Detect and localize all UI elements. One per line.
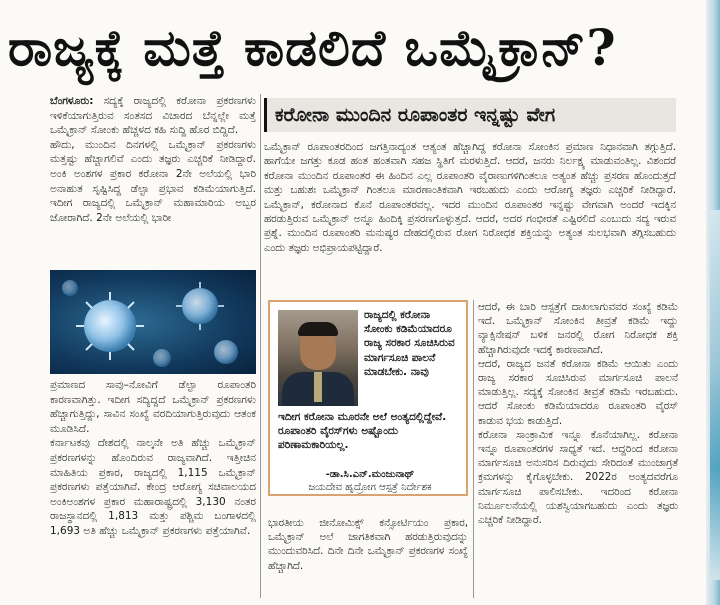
article-column-1-bottom (50, 378, 256, 598)
author-title: ಜಯದೇವ ಹೃದ್ರೋಗ ಆಸ್ಪತ್ರೆ ನಿರ್ದೇಶಕ (308, 482, 432, 493)
article-column-1-top (50, 94, 256, 269)
column-divider (260, 94, 261, 598)
article-column-3 (478, 300, 678, 598)
virus-cell-4 (153, 349, 171, 367)
headline: ರಾಜ್ಯಕ್ಕೆ ಮತ್ತೆ ಕಾಡಲಿದೆ ಒಮೈಕ್ರಾನ್? (8, 18, 617, 77)
quote-author (278, 468, 462, 494)
article-para-2: ಹೌದು, ಮುಂದಿನ ದಿನಗಳಲ್ಲಿ ಒಮೈಕ್ರಾನ್ ಪ್ರಕರಣಗಳು ಮತ್ತಷ್ಟು ಹೆಚ್ಚಾಗಲಿವೆ ಎಂದು ತಜ್ಞರು ಎಚ್ಚರಿಕೆ ನೀಡಿದ್ದಾರೆ. ಅಂಕಿ ಅಂಶಗಳ ಪ್ರಕಾರ ಕರೋನಾ 2ನೇ ಅಲೆಯಲ್ಲಿ ಭಾರಿ ಅನಾಹುತ ಸೃಷ್ಟಿಸಿದ್ದ ಡೆಲ್ಟಾ ಪ್ರಭಾವ ಕಡಿಮೆಯಾಗುತ್ತಿದೆ. ಇದೀಗ ರಾಜ್ಯದಲ್ಲಿ ಒಮೈಕ್ರಾನ್ ಮಹಾಮಾರಿಯ ಅಬ್ಬರ ಜೋರಾಗಿದೆ. 2ನೇ ಅಲೆಯಲ್ಲಿ ಭಾರೀ (50, 138, 256, 224)
quote-text-bottom: ಇದೀಗ ಕರೋನಾ ಮೂರನೇ ಅಲೆ ಅಂತ್ಯದಲ್ಲಿದ್ದೇವೆ. ರೂಪಾಂತರಿ ವೈರಸ್‌ಗಳು ಅಷ್ಟೊಂದು ಪರಿಣಾಮಕಾರಿಯಲ್ಲ. (278, 411, 447, 452)
column-divider-2 (473, 300, 474, 598)
virus-illustration (50, 270, 256, 374)
author-name: -ಡಾ.ಸಿ.ಎನ್.ಮಂಜುನಾಥ್ (325, 469, 415, 480)
adjacent-page-edge (706, 0, 720, 605)
article-para-1: ಸದ್ಯಕ್ಕೆ ರಾಜ್ಯದಲ್ಲಿ ಕರೋನಾ ಪ್ರಕರಣಗಳು ಇಳಿಕೆಯಾಗುತ್ತಿರುವ ಸಂತಸದ ವಿಚಾರದ ಬೆನ್ನಲ್ಲೇ ಮತ್ತೆ ಒಮೈಕ್ರಾನ್ ಸೋಂಕು ಹೆಚ್ಚಳದ ಕಹಿ ಸುದ್ದಿ ಹೊರ ಬಿದ್ದಿದೆ. (50, 95, 256, 137)
article-column-2-bottom: ಭಾರತೀಯ ಜೀನೋಮಿಕ್ಸ್ ಕನ್ಸೋರ್ಟಿಯಂ ಪ್ರಕಾರ, ಒಮೈಕ್ರಾನ್ ಅಲೆ ಜಾಗತಿಕವಾಗಿ ಹರಡುತ್ತಿರುವುದನ್ನು ಮುಂದುವರಿಸಿದೆ. ದಿನೇ ದಿನೇ ಒಮೈಕ್ರಾನ್ ಪ್ರಕರಣಗಳ ಸಂಖ್ಯೆ ಹೆಚ್ಚಾಗಿದೆ. (268, 517, 468, 572)
subheadline: ಕರೋನಾ ಮುಂದಿನ ರೂಪಾಂತರ ಇನ್ನಷ್ಟು ವೇಗ (264, 98, 676, 132)
article-para-4: ಕರ್ನಾಟಕವು ದೇಶದಲ್ಲಿ ನಾಲ್ಕನೇ ಅತಿ ಹೆಚ್ಚು ಒಮೈಕ್ರಾನ್ ಪ್ರಕರಣಗಳನ್ನು ಹೊಂದಿರುವ ರಾಜ್ಯವಾಗಿದೆ. ಇತ್ತೀಚಿನ ಮಾಹಿತಿಯ ಪ್ರಕಾರ, ರಾಜ್ಯದಲ್ಲಿ 1,115 ಒಮೈಕ್ರಾನ್ ಪ್ರಕರಣಗಳು ಪತ್ತೆಯಾಗಿವೆ. ಕೇಂದ್ರ ಆರೋಗ್ಯ ಸಚಿವಾಲಯದ ಅಂಕಿಅಂಶಗಳ ಪ್ರಕಾರ ಮಹಾರಾಷ್ಟ್ರದಲ್ಲಿ 3,130 ನಂತರ ರಾಜಸ್ಥಾನದಲ್ಲಿ 1,813 ಮತ್ತು ಪಶ್ಚಿಮ ಬಂಗಾಳದಲ್ಲಿ 1,693 ಅತಿ ಹೆಚ್ಚು ಒಮೈಕ್ರಾನ್ ಪ್ರಕರಣಗಳು ಪತ್ತೆಯಾಗಿವೆ. (50, 437, 256, 537)
dateline: ಬೆಂಗಳೂರು: (50, 95, 94, 107)
virus-cell-2 (176, 282, 224, 330)
wide-article-paragraph: ಒಮೈಕ್ರಾನ್ ರೂಪಾಂತರದಿಂದ ಜಗತ್ತಿನಾದ್ಯಂತ ಆತ್ಯಂತ ಹೆಚ್ಚಾಗಿದ್ದ ಕರೋನಾ ಸೋಂಕಿನ ಪ್ರಮಾಣ ನಿಧಾನವಾಗಿ ತಗ್ಗುತ್ತಿದೆ. ಹಾಗೆಯೇ ಜಗತ್ತು ಕೂಡ ಹಂತ ಹಂತವಾಗಿ ಸಹಜ ಸ್ಥಿತಿಗೆ ಮರಳುತ್ತಿದೆ. ಆದರೆ, ಜನರು ನಿರ್ಲಕ್ಷ್ಯ ಮಾಡುವಂತಿಲ್ಲ. ವಿಶಂದರೆ ಕರೋನಾ ಮುಂದಿನ ರೂಪಾಂತರ ಈ ಹಿಂದಿನ ಎಲ್ಲ ರೂಪಾಂತರಿ ವೈರಾಣುಗಳಿಗಿಂತಲೂ ಅತ್ಯಂತ ಹೆಚ್ಚು ಪ್ರಸರಣ ಹೊಂದುತ್ತದೆ ಮತ್ತು ಬಹುಶಃ ಒಮೈಕ್ರಾನ್ ಗಿಂತಲೂ ಮಾರಣಾಂತಿಕವಾಗಿ ಇರಬಹುದು ಎಂದು ಆರೋಗ್ಯ ತಜ್ಞರು ಎಚ್ಚರಿಕೆ ನೀಡಿದ್ದಾರೆ. ಒಮೈಕ್ರಾನ್, ಕರೋನಾದ ಕೊನೆ ರೂಪಾಂತರವಲ್ಲ. ಇದರ ಮುಂದಿನ ರೂಪಾಂತರ ಇನ್ನಷ್ಟು ವೇಗವಾಗಿ ಅಂದರೆ ಇದಕ್ಕಿನ ಹರಡುತ್ತಿರುವ ಒಮೈಕ್ರಾನ್ ಅನ್ನೂ ಹಿಂದಿಕ್ಕಿ ಪ್ರಸರಣಗೊಳ್ಳುತ್ತದೆ. ಆದರೆ, ಅದರ ಗಂಭೀರತೆ ಎಷ್ಟಿರಲಿದೆ ಎಂಬುದು ಸದ್ಯ ಇರುವ ಪ್ರಶ್ನೆ. ಮುಂದಿನ ರೂಪಾಂತರಿ ಮನುಷ್ಯರ ದೇಹದಲ್ಲಿರುವ ರೋಗ ನಿರೋಧಕ ಶಕ್ತಿಯನ್ನು ಅತ್ಯಂತ ಸುಲಭವಾಗಿ ತಗ್ಗಿಸಬಹುದು ಎಂದು ತಜ್ಞರು ಅಭಿಪ್ರಾಯಪಟ್ಟಿದ್ದಾರೆ. (264, 141, 676, 254)
virus-cell-5 (62, 280, 78, 296)
article-col3-para-2: ಆದರೆ, ರಾಜ್ಯದ ಜನತೆ ಕರೋನಾ ಕಡಿಮೆ ಆಯಿತು ಎಂದು ರಾಜ್ಯ ಸರಕಾರ ಸೂಚಿಸಿರುವ ಮಾರ್ಗಸೂಚಿ ಪಾಲನೆ ಮಾಡುತ್ತಿಲ್ಲ. ಸದ್ಯಕ್ಕೆ ಸೋಂಕಿನ ತೀವ್ರತೆ ಕಡಿಮೆ ಇರಬಹುದು. ಆದರೆ ಸೋಂಕು ಕಡಿಮೆಯಾದರೂ ರೂಪಾಂತರಿ ವೈರಸ್ ಕಾಡುವ ಭಯ ಕಾಡುತ್ತಿದೆ. (478, 357, 678, 427)
virus-cell-1 (76, 292, 144, 360)
quote-box (268, 300, 468, 496)
coronavirus-image (50, 270, 256, 374)
article-para-3: ಪ್ರಮಾಣದ ಸಾವು–ನೋವಿಗೆ ಡೆಲ್ಟಾ ರೂಪಾಂತರಿ ಕಾರಣವಾಗಿತ್ತು. ಇದೀಗ ಸದ್ಯಿದ್ದದೆ ಒಮೈಕ್ರಾನ್ ಪ್ರಕರಣಗಳು ಹೆಚ್ಚಾಗುತ್ತಿದ್ದು, ಸಾವಿನ ಸಂಖ್ಯೆ ವರದಿಯಾಗುತ್ತಿರುವುದು ಆತಂಕ ಮೂಡಿಸಿದೆ. (50, 379, 256, 435)
doctor-photo (278, 310, 358, 406)
article-col3-para-1: ಆದರೆ, ಈ ಬಾರಿ ಆಸ್ಪತ್ರೆಗೆ ದಾಖಲಾಗುವವರ ಸಂಖ್ಯೆ ಕಡಿಮೆ ಇದೆ. ಒಮೈಕ್ರಾನ್ ಸೋಂಕಿನ ತೀವ್ರತೆ ಕಡಿಮೆ ಇದ್ದು ವ್ಯಾಕ್ಸಿನೇಷನ್ ಬಳಿಕ ಜನರಲ್ಲಿ ರೋಗ ನಿರೋಧಕ ಶಕ್ತಿ ಹೆಚ್ಚಾಗಿರುವುದೇ ಇದಕ್ಕೆ ಕಾರಣವಾಗಿದೆ. (478, 301, 678, 356)
article-col3-para-3: ಕರೋನಾ ಸಾಂಕ್ರಾಮಿಕ ಇನ್ನೂ ಕೊನೆಯಾಗಿಲ್ಲ. ಕರೋನಾ ಇನ್ನೂ ರೂಪಾಂತರಗಳ ಸಾಧ್ಯತೆ ಇದೆ. ಆದ್ದರಿಂದ ಕರೋನಾ ಮಾರ್ಗಸೂಚಿ ಅನುಸರಿಸ ದಿರುವುದು ಸೇರಿದಂತೆ ಮುಂಜಾಗ್ರತೆ ಕ್ರಮಗಳನ್ನು ಕೈಗೊಳ್ಳಬೇಕು. 2022ರ ಅಂತ್ಯದವರೆಗೂ ಮಾರ್ಗಸೂಚಿ ಪಾಲಿಸಬೇಕು. ಇದರಿಂದ ಕರೋನಾ ನಿರ್ಮೂಲನೆಯಲ್ಲಿ ಯಶಸ್ವಿಯಾಗಬಹುದು ಎಂದು ತಜ್ಞರು ಎಚ್ಚರಿಕೆ ನೀಡಿದ್ದಾರೆ. (478, 428, 678, 527)
quote-text-top: ರಾಜ್ಯದಲ್ಲಿ ಕರೋನಾ ಸೋಂಕು ಕಡಿಮೆಯಾದರೂ ರಾಜ್ಯ ಸರಕಾರ ಸೂಚಿಸಿರುವ ಮಾರ್ಗಸೂಚಿ ಪಾಲನೆ ಮಾಡಬೇಕು. ನಾವು (364, 309, 455, 378)
virus-cell-3 (214, 340, 238, 364)
